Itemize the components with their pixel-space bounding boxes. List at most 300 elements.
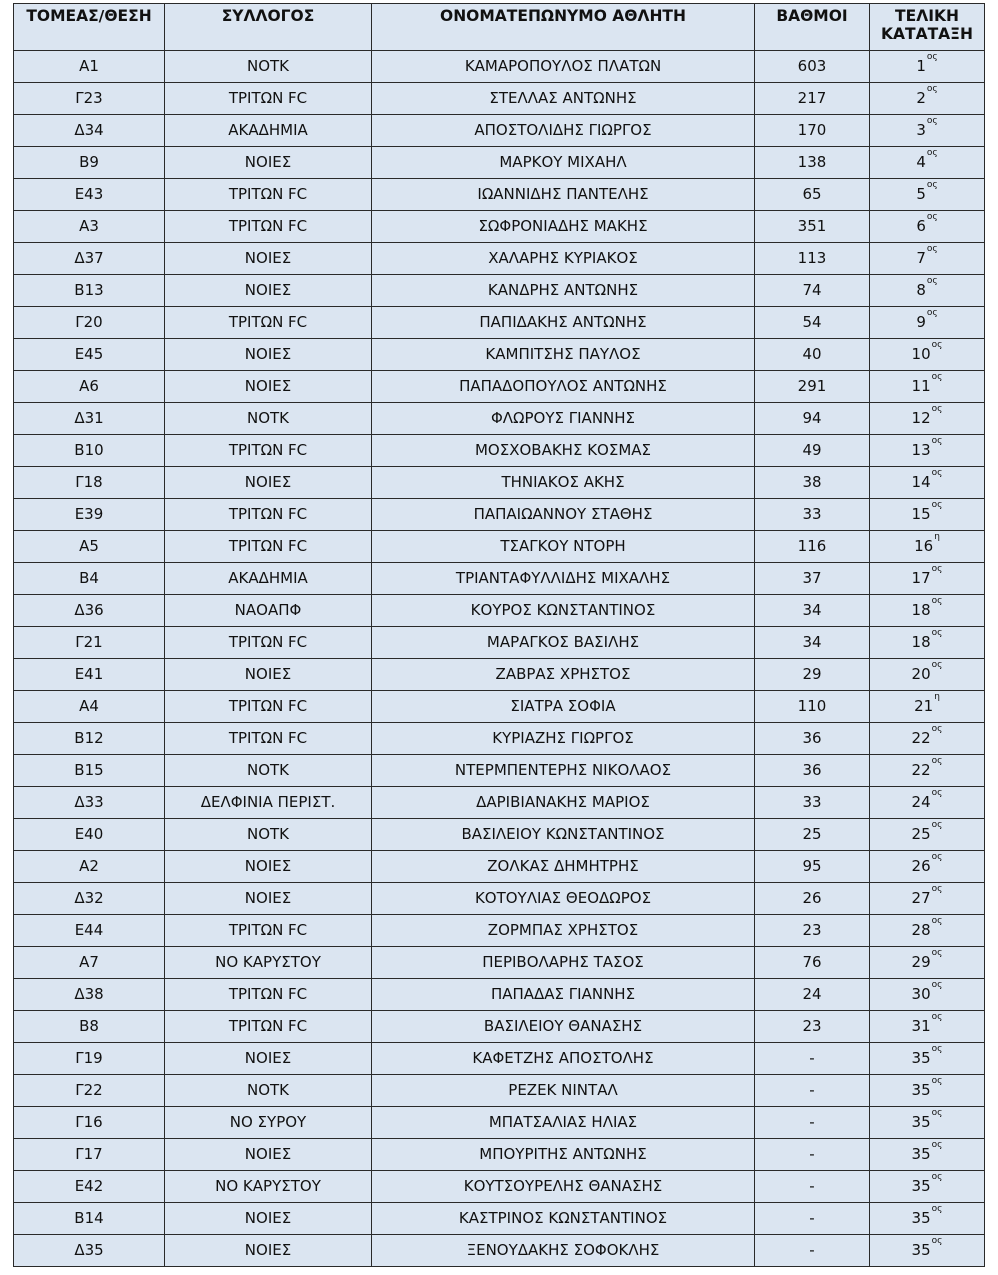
rank-number: 35 (911, 1113, 931, 1131)
rank-value (912, 1171, 943, 1202)
cell-final-rank (870, 755, 985, 787)
rank-value (912, 659, 943, 690)
cell-club: ΝΟΙΕΣ (165, 1139, 372, 1171)
rank-suffix: ος (931, 788, 943, 798)
rank-suffix: ος (931, 916, 943, 926)
table-row (14, 1011, 985, 1043)
cell-final-rank (870, 115, 985, 147)
rank-value (912, 883, 943, 914)
cell-club: ΔΕΛΦΙΝΙΑ ΠΕΡΙΣΤ. (165, 787, 372, 819)
cell-athlete: ΖΑΒΡΑΣ ΧΡΗΣΤΟΣ (372, 659, 755, 691)
cell-sector: Β15 (14, 755, 165, 787)
cell-athlete: ΜΠΟΥΡΙΤΗΣ ΑΝΤΩΝΗΣ (372, 1139, 755, 1171)
rank-number: 21 (914, 697, 934, 715)
cell-final-rank (870, 531, 985, 563)
table-row (14, 979, 985, 1011)
cell-final-rank (870, 467, 985, 499)
rank-number: 35 (911, 1209, 931, 1227)
rank-suffix: ος (931, 852, 943, 862)
cell-club: ΝΟΙΕΣ (165, 1203, 372, 1235)
cell-final-rank (870, 435, 985, 467)
rank-value (916, 51, 937, 82)
rank-number: 4 (916, 153, 926, 171)
cell-points: 29 (755, 659, 870, 691)
table-row (14, 499, 985, 531)
table-row (14, 851, 985, 883)
cell-points: 217 (755, 83, 870, 115)
rank-number: 28 (911, 921, 931, 939)
cell-athlete: ΑΠΟΣΤΟΛΙΔΗΣ ΓΙΩΡΓΟΣ (372, 115, 755, 147)
cell-athlete: ΤΡΙΑΝΤΑΦΥΛΛΙΔΗΣ ΜΙΧΑΛΗΣ (372, 563, 755, 595)
rank-number: 35 (911, 1049, 931, 1067)
cell-club: ΝΟΙΕΣ (165, 659, 372, 691)
table-row (14, 403, 985, 435)
rank-suffix: ος (926, 212, 938, 222)
table-row (14, 307, 985, 339)
cell-sector: Γ19 (14, 1043, 165, 1075)
rank-value (912, 915, 943, 946)
rank-number: 18 (911, 601, 931, 619)
cell-sector: Δ31 (14, 403, 165, 435)
rank-value (912, 979, 943, 1010)
rank-suffix: ος (931, 628, 943, 638)
cell-athlete: ΠΑΠΑΔΑΣ ΓΙΑΝΝΗΣ (372, 979, 755, 1011)
cell-sector: Ε42 (14, 1171, 165, 1203)
cell-points: 34 (755, 627, 870, 659)
table-row (14, 147, 985, 179)
cell-final-rank (870, 243, 985, 275)
rank-value (914, 531, 940, 562)
cell-points: 65 (755, 179, 870, 211)
cell-final-rank (870, 947, 985, 979)
rank-number: 14 (911, 473, 931, 491)
rank-value (912, 595, 943, 626)
rank-value (916, 115, 937, 146)
cell-points: 94 (755, 403, 870, 435)
cell-athlete: ΠΑΠΑΙΩΑΝΝΟΥ ΣΤΑΘΗΣ (372, 499, 755, 531)
rank-value (912, 1235, 943, 1266)
cell-club: ΝΟΤΚ (165, 755, 372, 787)
table-row (14, 51, 985, 83)
cell-athlete: ΣΩΦΡΟΝΙΑΔΗΣ ΜΑΚΗΣ (372, 211, 755, 243)
cell-final-rank (870, 1203, 985, 1235)
cell-points: 49 (755, 435, 870, 467)
header-sector: ΤΟΜΕΑΣ/ΘΕΣΗ (14, 4, 165, 51)
cell-final-rank (870, 339, 985, 371)
table-row (14, 915, 985, 947)
cell-club: ΤΡΙΤΩΝ FC (165, 1011, 372, 1043)
rank-suffix: ος (926, 308, 938, 318)
rank-suffix: ος (931, 1172, 943, 1182)
cell-athlete: ΔΑΡΙΒΙΑΝΑΚΗΣ ΜΑΡΙΟΣ (372, 787, 755, 819)
rank-suffix: ος (931, 756, 943, 766)
cell-athlete: ΜΠΑΤΣΑΛΙΑΣ ΗΛΙΑΣ (372, 1107, 755, 1139)
rank-value (912, 467, 943, 498)
cell-final-rank (870, 1171, 985, 1203)
table-row (14, 179, 985, 211)
rank-number: 8 (916, 281, 926, 299)
cell-athlete: ΚΑΜΑΡΟΠΟΥΛΟΣ ΠΛΑΤΩΝ (372, 51, 755, 83)
rank-suffix: ος (931, 404, 943, 414)
cell-club: ΤΡΙΤΩΝ FC (165, 435, 372, 467)
table-row (14, 1043, 985, 1075)
cell-points: 37 (755, 563, 870, 595)
cell-final-rank (870, 883, 985, 915)
rank-suffix: ος (931, 500, 943, 510)
rank-suffix: ος (931, 660, 943, 670)
cell-athlete: ΚΟΤΟΥΛΙΑΣ ΘΕΟΔΩΡΟΣ (372, 883, 755, 915)
rank-value (916, 147, 937, 178)
rank-value (912, 627, 943, 658)
cell-athlete: ΜΑΡΚΟΥ ΜΙΧΑΗΛ (372, 147, 755, 179)
cell-club: ΤΡΙΤΩΝ FC (165, 499, 372, 531)
cell-sector: Γ23 (14, 83, 165, 115)
cell-sector: Α6 (14, 371, 165, 403)
cell-club: ΤΡΙΤΩΝ FC (165, 531, 372, 563)
cell-final-rank (870, 275, 985, 307)
cell-points: 25 (755, 819, 870, 851)
rank-number: 10 (911, 345, 931, 363)
cell-club: ΤΡΙΤΩΝ FC (165, 83, 372, 115)
cell-athlete: ΙΩΑΝΝΙΔΗΣ ΠΑΝΤΕΛΗΣ (372, 179, 755, 211)
cell-sector: Δ36 (14, 595, 165, 627)
cell-club: ΤΡΙΤΩΝ FC (165, 915, 372, 947)
rank-value (912, 723, 943, 754)
rank-number: 5 (916, 185, 926, 203)
cell-sector: Α5 (14, 531, 165, 563)
cell-club: ΤΡΙΤΩΝ FC (165, 211, 372, 243)
rank-suffix: η (934, 532, 940, 542)
rank-value (912, 1107, 943, 1138)
rank-number: 24 (911, 793, 931, 811)
cell-final-rank (870, 1011, 985, 1043)
cell-sector: Δ35 (14, 1235, 165, 1267)
cell-club: ΝΟ ΣΥΡΟΥ (165, 1107, 372, 1139)
table-row (14, 1171, 985, 1203)
cell-points: 40 (755, 339, 870, 371)
cell-sector: Β14 (14, 1203, 165, 1235)
cell-club: ΤΡΙΤΩΝ FC (165, 979, 372, 1011)
rank-value (912, 787, 943, 818)
cell-sector: Ε39 (14, 499, 165, 531)
rank-value (912, 1011, 943, 1042)
rank-number: 2 (916, 89, 926, 107)
rank-number: 9 (916, 313, 926, 331)
cell-sector: Γ18 (14, 467, 165, 499)
rank-number: 11 (911, 377, 931, 395)
cell-athlete: ΦΛΩΡΟΥΣ ΓΙΑΝΝΗΣ (372, 403, 755, 435)
rank-number: 15 (911, 505, 931, 523)
cell-sector: Ε43 (14, 179, 165, 211)
cell-sector: Α7 (14, 947, 165, 979)
cell-points: 33 (755, 787, 870, 819)
rank-number: 35 (911, 1177, 931, 1195)
cell-club: ΝΟΙΕΣ (165, 1235, 372, 1267)
rank-number: 31 (911, 1017, 931, 1035)
rank-suffix: ος (931, 596, 943, 606)
rank-number: 27 (911, 889, 931, 907)
rank-value (912, 371, 943, 402)
cell-club: ΑΚΑΔΗΜΙΑ (165, 115, 372, 147)
table-row (14, 467, 985, 499)
rank-value (912, 403, 943, 434)
cell-club: ΝΟ ΚΑΡΥΣΤΟΥ (165, 1171, 372, 1203)
cell-points: - (755, 1139, 870, 1171)
cell-athlete: ΒΑΣΙΛΕΙΟΥ ΚΩΝΣΤΑΝΤΙΝΟΣ (372, 819, 755, 851)
cell-sector: Δ37 (14, 243, 165, 275)
rank-value (912, 339, 943, 370)
rank-suffix: ος (931, 436, 943, 446)
table-row (14, 691, 985, 723)
rank-suffix: ος (926, 276, 938, 286)
cell-final-rank (870, 723, 985, 755)
cell-final-rank (870, 51, 985, 83)
cell-athlete: ΠΑΠΑΔΟΠΟΥΛΟΣ ΑΝΤΩΝΗΣ (372, 371, 755, 403)
cell-sector: Γ21 (14, 627, 165, 659)
cell-sector: Γ17 (14, 1139, 165, 1171)
table-row (14, 531, 985, 563)
rank-number: 16 (914, 537, 934, 555)
table-row (14, 1107, 985, 1139)
cell-final-rank (870, 307, 985, 339)
cell-final-rank (870, 563, 985, 595)
cell-points: 23 (755, 915, 870, 947)
table-row (14, 563, 985, 595)
cell-club: ΝΟΙΕΣ (165, 339, 372, 371)
rank-number: 22 (911, 729, 931, 747)
rank-value (912, 499, 943, 530)
cell-athlete: ΚΑΦΕΤΖΗΣ ΑΠΟΣΤΟΛΗΣ (372, 1043, 755, 1075)
table-row (14, 595, 985, 627)
rank-suffix: ος (931, 884, 943, 894)
cell-final-rank (870, 979, 985, 1011)
rank-number: 1 (916, 57, 926, 75)
cell-athlete: ΣΤΕΛΛΑΣ ΑΝΤΩΝΗΣ (372, 83, 755, 115)
cell-club: ΤΡΙΤΩΝ FC (165, 691, 372, 723)
cell-club: ΤΡΙΤΩΝ FC (165, 627, 372, 659)
cell-points: 76 (755, 947, 870, 979)
cell-points: 23 (755, 1011, 870, 1043)
cell-points: - (755, 1171, 870, 1203)
rank-suffix: ος (931, 372, 943, 382)
rank-value (912, 1043, 943, 1074)
cell-points: 351 (755, 211, 870, 243)
cell-athlete: ΝΤΕΡΜΠΕΝΤΕΡΗΣ ΝΙΚΟΛΑΟΣ (372, 755, 755, 787)
cell-club: ΤΡΙΤΩΝ FC (165, 179, 372, 211)
cell-athlete: ΤΗΝΙΑΚΟΣ ΑΚΗΣ (372, 467, 755, 499)
cell-points: 74 (755, 275, 870, 307)
rank-number: 30 (911, 985, 931, 1003)
rank-value (916, 307, 937, 338)
cell-athlete: ΚΑΝΔΡΗΣ ΑΝΤΩΝΗΣ (372, 275, 755, 307)
cell-final-rank (870, 403, 985, 435)
rank-value (912, 435, 943, 466)
rank-number: 26 (911, 857, 931, 875)
cell-athlete: ΚΑΜΠΙΤΣΗΣ ΠΑΥΛΟΣ (372, 339, 755, 371)
cell-final-rank (870, 1107, 985, 1139)
cell-points: - (755, 1235, 870, 1267)
cell-final-rank (870, 691, 985, 723)
rank-value (912, 851, 943, 882)
rank-value (916, 211, 937, 242)
cell-club: ΝΟΤΚ (165, 51, 372, 83)
rank-suffix: ος (931, 980, 943, 990)
rank-suffix: ος (931, 1140, 943, 1150)
rank-number: 29 (911, 953, 931, 971)
cell-points: 603 (755, 51, 870, 83)
cell-athlete: ΚΑΣΤΡΙΝΟΣ ΚΩΝΣΤΑΝΤΙΝΟΣ (372, 1203, 755, 1235)
cell-athlete: ΧΑΛΑΡΗΣ ΚΥΡΙΑΚΟΣ (372, 243, 755, 275)
cell-athlete: ΚΟΥΤΣΟΥΡΕΛΗΣ ΘΑΝΑΣΗΣ (372, 1171, 755, 1203)
cell-club: ΝΟΙΕΣ (165, 1043, 372, 1075)
cell-club: ΝΟΤΚ (165, 403, 372, 435)
cell-final-rank (870, 499, 985, 531)
cell-final-rank (870, 819, 985, 851)
table-row (14, 787, 985, 819)
cell-points: 34 (755, 595, 870, 627)
cell-final-rank (870, 787, 985, 819)
table-row (14, 371, 985, 403)
rank-value (916, 179, 937, 210)
cell-points: 95 (755, 851, 870, 883)
cell-final-rank (870, 371, 985, 403)
table-row (14, 947, 985, 979)
cell-sector: Α3 (14, 211, 165, 243)
table-row (14, 339, 985, 371)
table-row (14, 83, 985, 115)
cell-sector: Ε40 (14, 819, 165, 851)
table-header (14, 4, 985, 51)
cell-athlete: ΒΑΣΙΛΕΙΟΥ ΘΑΝΑΣΗΣ (372, 1011, 755, 1043)
cell-club: ΝΟΙΕΣ (165, 467, 372, 499)
cell-sector: Δ38 (14, 979, 165, 1011)
cell-sector: Δ32 (14, 883, 165, 915)
cell-club: ΝΟΙΕΣ (165, 371, 372, 403)
cell-points: 116 (755, 531, 870, 563)
cell-sector: Β4 (14, 563, 165, 595)
rank-suffix: ος (931, 340, 943, 350)
cell-club: ΤΡΙΤΩΝ FC (165, 723, 372, 755)
table-row (14, 1139, 985, 1171)
rank-suffix: η (934, 692, 940, 702)
cell-points: 170 (755, 115, 870, 147)
rank-value (916, 83, 937, 114)
rank-suffix: ος (926, 180, 938, 190)
rank-number: 7 (916, 249, 926, 267)
rank-suffix: ος (931, 1076, 943, 1086)
cell-club: ΝΟΙΕΣ (165, 883, 372, 915)
cell-sector: Β12 (14, 723, 165, 755)
rank-suffix: ος (926, 52, 938, 62)
rank-suffix: ος (931, 820, 943, 830)
table-row (14, 755, 985, 787)
cell-final-rank (870, 1235, 985, 1267)
cell-final-rank (870, 1043, 985, 1075)
cell-final-rank (870, 179, 985, 211)
rank-value (914, 691, 940, 722)
cell-sector: Β13 (14, 275, 165, 307)
cell-club: ΝΟΙΕΣ (165, 243, 372, 275)
cell-final-rank (870, 659, 985, 691)
cell-athlete: ΚΥΡΙΑΖΗΣ ΓΙΩΡΓΟΣ (372, 723, 755, 755)
table-row (14, 435, 985, 467)
cell-points: 26 (755, 883, 870, 915)
cell-final-rank (870, 211, 985, 243)
rank-number: 12 (911, 409, 931, 427)
rank-suffix: ος (931, 1236, 943, 1246)
table-row (14, 275, 985, 307)
rank-suffix: ος (926, 116, 938, 126)
table-row (14, 115, 985, 147)
cell-sector: Α2 (14, 851, 165, 883)
cell-sector: Ε44 (14, 915, 165, 947)
header-final-rank: ΤΕΛΙΚΗ ΚΑΤΑΤΑΞΗ (870, 4, 985, 51)
rank-number: 13 (911, 441, 931, 459)
cell-athlete: ΡΕΖΕΚ ΝΙΝΤΑΛ (372, 1075, 755, 1107)
rank-number: 35 (911, 1241, 931, 1259)
cell-athlete: ΜΑΡΑΓΚΟΣ ΒΑΣΙΛΗΣ (372, 627, 755, 659)
results-table (13, 3, 985, 1267)
rank-number: 35 (911, 1081, 931, 1099)
cell-sector: Δ33 (14, 787, 165, 819)
header-athlete: ΟΝΟΜΑΤΕΠΩΝΥΜΟ ΑΘΛΗΤΗ (372, 4, 755, 51)
cell-athlete: ΤΣΑΓΚΟΥ ΝΤΟΡΗ (372, 531, 755, 563)
cell-final-rank (870, 915, 985, 947)
rank-number: 35 (911, 1145, 931, 1163)
cell-athlete: ΚΟΥΡΟΣ ΚΩΝΣΤΑΝΤΙΝΟΣ (372, 595, 755, 627)
cell-sector: Α4 (14, 691, 165, 723)
rank-suffix: ος (926, 148, 938, 158)
rank-number: 20 (911, 665, 931, 683)
rank-suffix: ος (931, 1108, 943, 1118)
table-row (14, 883, 985, 915)
table-row (14, 659, 985, 691)
header-points: ΒΑΘΜΟΙ (755, 4, 870, 51)
cell-sector: Γ16 (14, 1107, 165, 1139)
rank-suffix: ος (931, 564, 943, 574)
rank-number: 17 (911, 569, 931, 587)
rank-suffix: ος (931, 468, 943, 478)
cell-final-rank (870, 627, 985, 659)
rank-value (912, 1203, 943, 1234)
cell-club: ΑΚΑΔΗΜΙΑ (165, 563, 372, 595)
cell-points: 36 (755, 723, 870, 755)
cell-athlete: ΠΑΠΙΔΑΚΗΣ ΑΝΤΩΝΗΣ (372, 307, 755, 339)
cell-points: 24 (755, 979, 870, 1011)
cell-points: 291 (755, 371, 870, 403)
cell-athlete: ΣΙΑΤΡΑ ΣΟΦΙΑ (372, 691, 755, 723)
cell-athlete: ΠΕΡΙΒΟΛΑΡΗΣ ΤΑΣΟΣ (372, 947, 755, 979)
cell-points: - (755, 1107, 870, 1139)
cell-final-rank (870, 147, 985, 179)
cell-sector: Γ20 (14, 307, 165, 339)
rank-number: 22 (911, 761, 931, 779)
rank-suffix: ος (931, 724, 943, 734)
cell-final-rank (870, 595, 985, 627)
cell-final-rank (870, 851, 985, 883)
cell-final-rank (870, 1139, 985, 1171)
cell-athlete: ΞΕΝΟΥΔΑΚΗΣ ΣΟΦΟΚΛΗΣ (372, 1235, 755, 1267)
cell-points: 113 (755, 243, 870, 275)
rank-suffix: ος (931, 948, 943, 958)
table-row (14, 627, 985, 659)
table-row (14, 723, 985, 755)
cell-club: ΝΟΙΕΣ (165, 147, 372, 179)
rank-value (916, 275, 937, 306)
cell-club: ΤΡΙΤΩΝ FC (165, 307, 372, 339)
table-row (14, 243, 985, 275)
cell-points: - (755, 1203, 870, 1235)
